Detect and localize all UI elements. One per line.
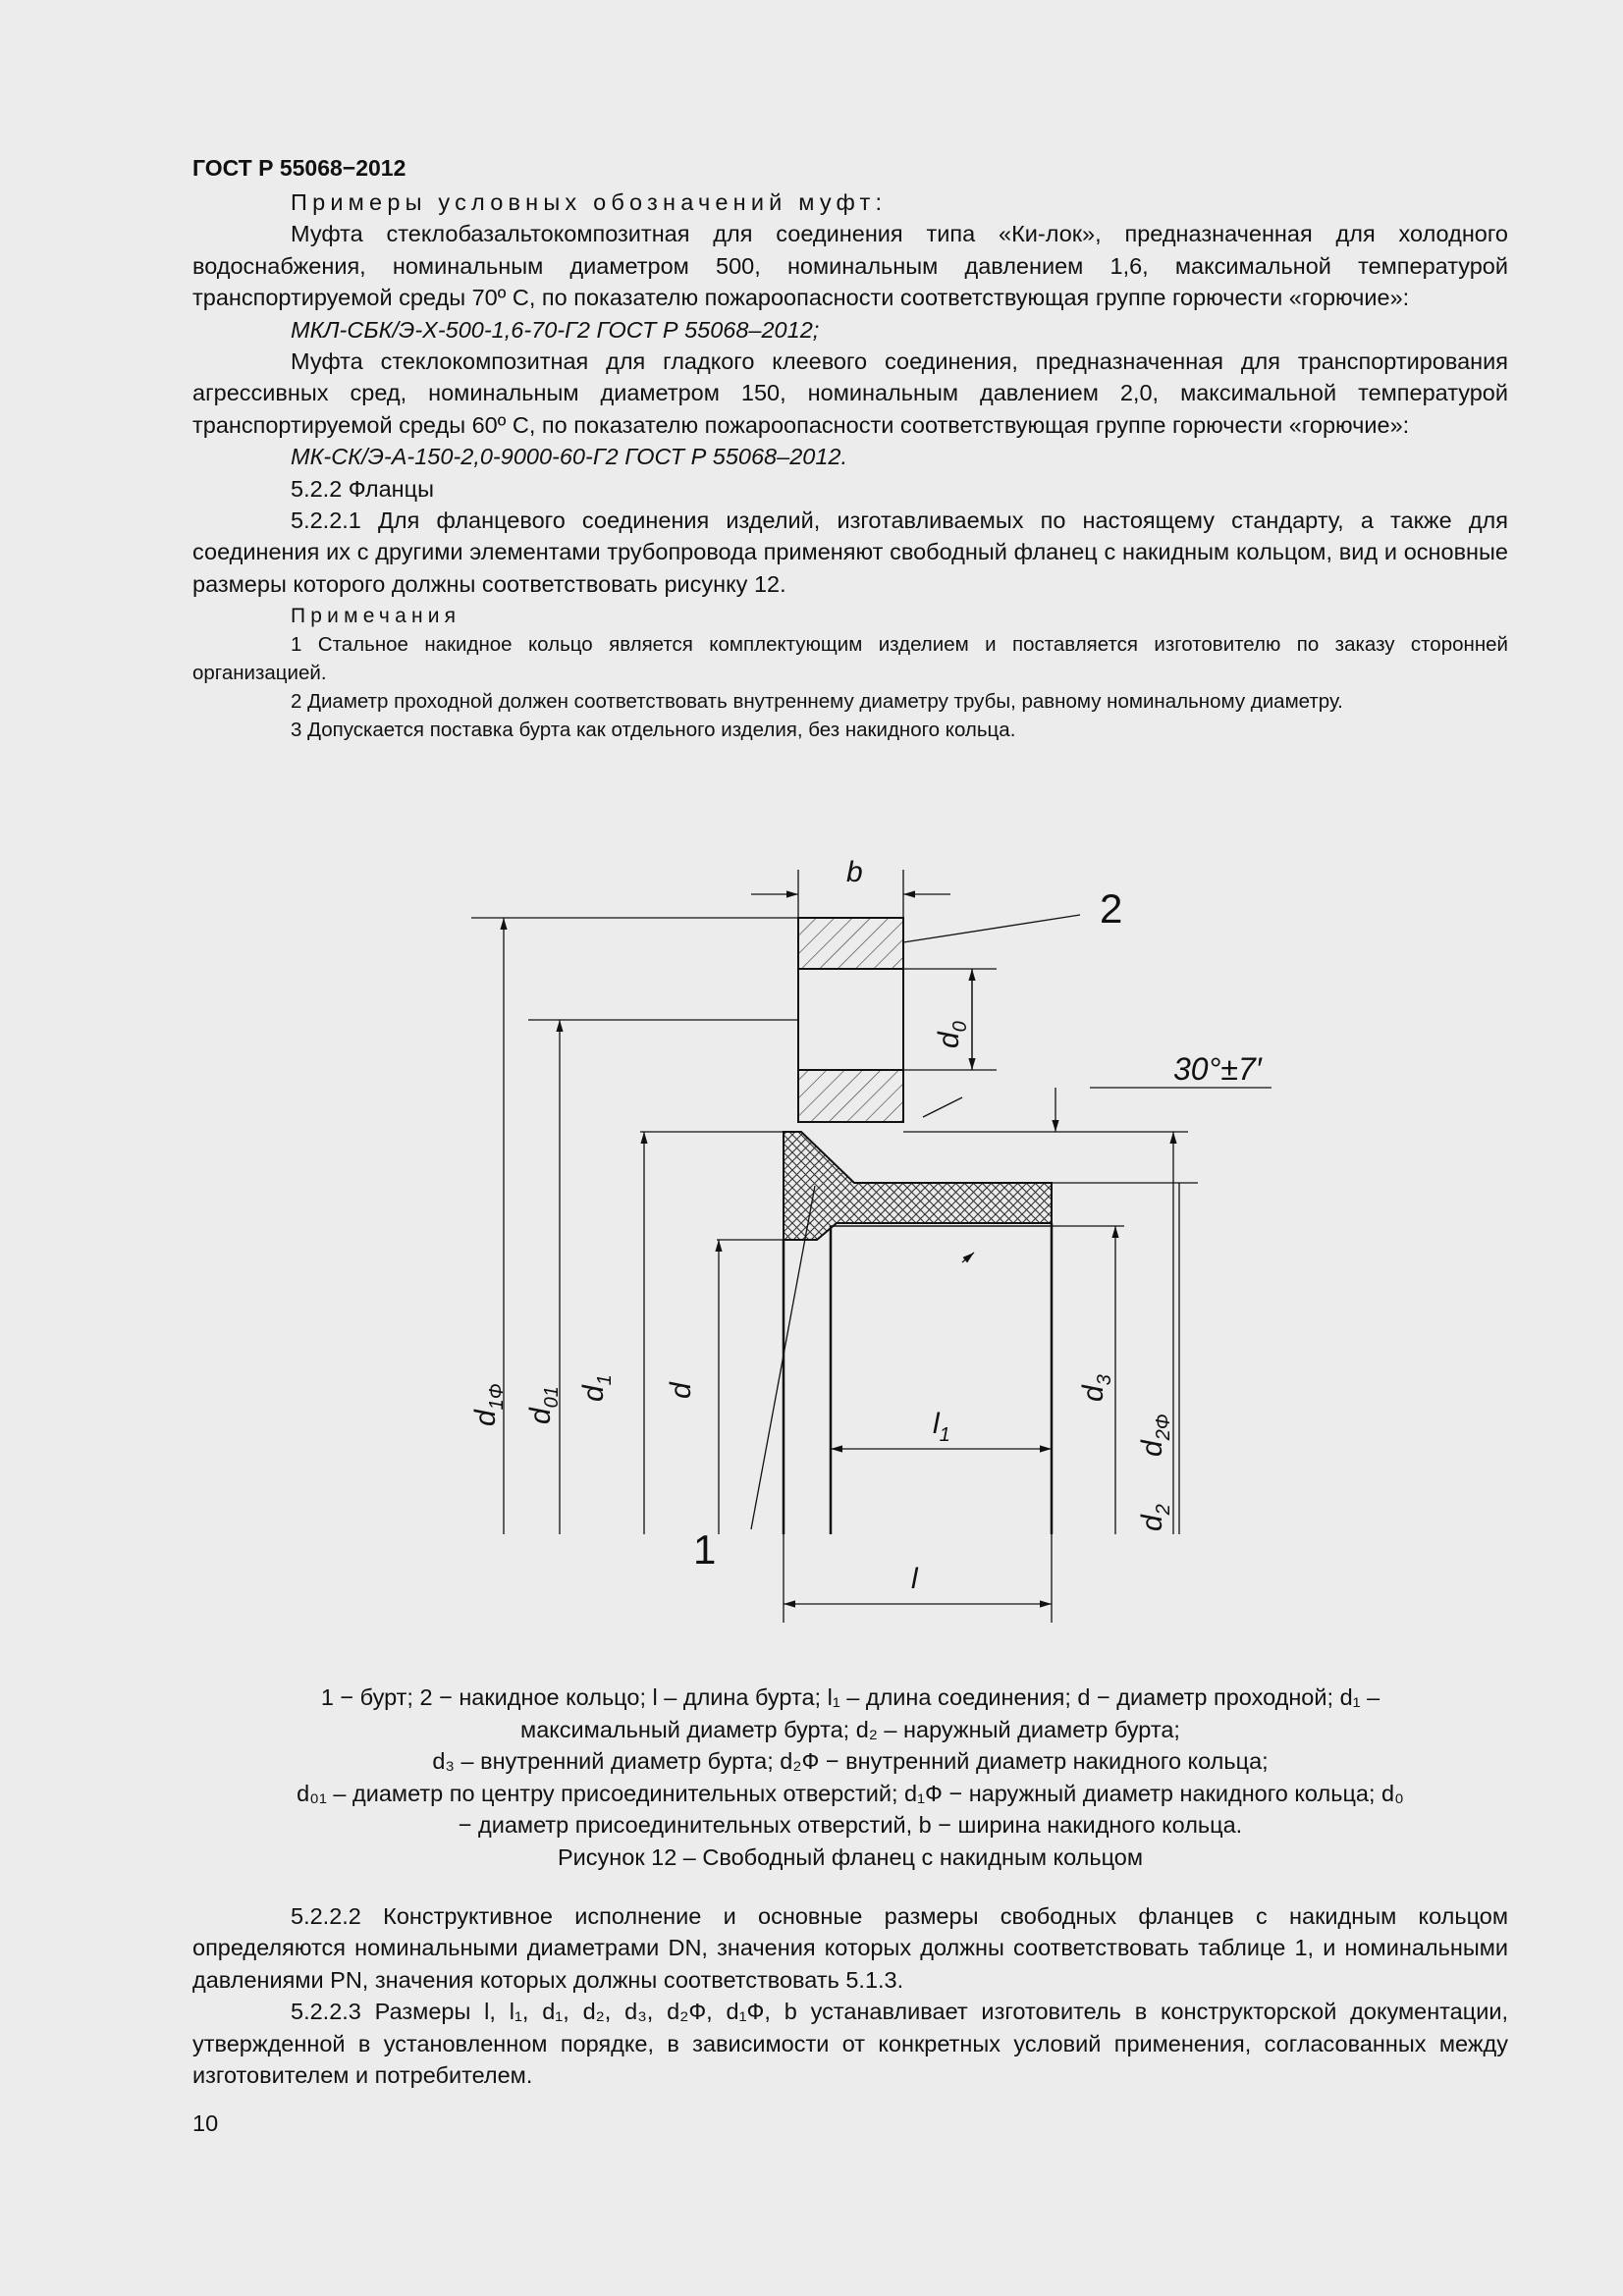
- label-d1: $d_1$: [577, 1374, 616, 1402]
- paragraph-5-2-2-2: 5.2.2.2 Конструктивное исполнение и основные размеры свободных фланцев с накидным кольцом определяются номинальными диаметрами DN, значения которых должны соответствовать таблице 1, и номинальными давлениями PN, значения которых должны соответствовать 5.1.3.: [192, 1903, 1508, 1993]
- note-2: 2 Диаметр проходной должен соответствовать внутреннему диаметру трубы, равному номинальному диаметру.: [291, 690, 1343, 714]
- label-d2f: $d_{2Ф}$: [1136, 1414, 1174, 1457]
- example-1-code: МКЛ-СБК/Э-Х-500-1,6-70-Г2 ГОСТ Р 55068‒2012;: [291, 316, 820, 343]
- paragraph-5-2-2-1: 5.2.2.1 Для фланцевого соединения изделий, изготавливаемых по настоящему стандарту, а также для соединения их с другими элементами трубопровода применяют свободный фланец с накидным кольцом, вид и основные размеры которого должны соответствовать рисунку 12.: [192, 507, 1508, 597]
- notes: [192, 602, 1508, 744]
- label-d1f: $d_{1Ф}$: [469, 1383, 508, 1426]
- label-angle: 30°±7′: [1173, 1051, 1262, 1087]
- label-ring-number: 2: [1100, 885, 1123, 932]
- upper-text: [192, 187, 1508, 744]
- example-2-code: МК-СК/Э-А-150-2,0-9000-60-Г2 ГОСТ Р 55068‒2012.: [291, 444, 847, 470]
- note-3: 3 Допускается поставка бурта как отдельного изделия, без накидного кольца.: [291, 719, 1016, 742]
- notes-title: Примечания: [291, 605, 461, 628]
- collar-section: [784, 1132, 1052, 1240]
- label-d0: $d_0$: [933, 1021, 971, 1048]
- example-2-text: Муфта стеклокомпозитная для гладкого клеевого соединения, предназначенная для транспортирования агрессивных сред, номинальным диаметром 150, номинальным давлением 2,0, максимальной температурой транспортируемой среды 60º С, по показателю пожароопасности соответствующая группе горючести «горючие»:: [192, 348, 1508, 438]
- figure-caption: Рисунок 12 – Свободный фланец с накидным кольцом: [557, 1843, 1144, 1870]
- example-1-text: Муфта стеклобазальтокомпозитная для соединения типа «Ки-лок», предназначенная для холодного водоснабжения, номинальным диаметром 500, номинальным давлением 1,6, максимальной температурой транспортируемой среды 70º С, по показателю пожароопасности соответствующая группе горючести «горючие»:: [192, 221, 1508, 311]
- lower-text: [192, 1900, 1508, 2091]
- note-1: 1 Стальное накидное кольцо является комплектующим изделием и поставляется изготовителю по заказу сторонней организацией.: [192, 633, 1508, 685]
- examples-title: Примеры условных обозначений муфт:: [291, 189, 888, 215]
- label-d2: $d_2$: [1136, 1504, 1174, 1531]
- figure-legend-line-2: максимальный диаметр бурта; d₂ – наружный диаметр бурта;: [520, 1716, 1180, 1742]
- paragraph-5-2-2-3: 5.2.2.3 Размеры l, l₁, d₁, d₂, d₃, d₂Ф, d₁Ф, b устанавливает изготовитель в конструкторской документации, утвержденной в установленном порядке, в зависимости от конкретных условий применения, согласованных между изготовителем и потребителем.: [192, 1999, 1508, 2089]
- page-number: 10: [192, 2110, 219, 2136]
- figure-caption-block: [192, 1682, 1508, 1874]
- label-d01: $d_{01}$: [524, 1386, 563, 1424]
- flange-drawing: [412, 852, 1286, 1637]
- ring-lower-section: [798, 1070, 903, 1122]
- label-l: l: [911, 1563, 918, 1595]
- label-d3: $d_3$: [1077, 1374, 1115, 1402]
- figure-legend-line-3: d₃ – внутренний диаметр бурта; d₂Ф − внутренний диаметр накидного кольца;: [432, 1748, 1269, 1775]
- label-d: d: [665, 1382, 697, 1399]
- label-l1: $l_1$: [933, 1408, 950, 1446]
- figure-legend-line-1: 1 − бурт; 2 − накидное кольцо; l – длина бурта; l₁ – длина соединения; d − диаметр проходной; d₁ –: [320, 1684, 1380, 1710]
- figure-legend-line-4: d₀₁ – диаметр по центру присоединительных отверстий; d₁Ф − наружный диаметр накидного кольца; d₀: [297, 1780, 1404, 1806]
- section-heading: 5.2.2 Фланцы: [291, 475, 434, 502]
- document-header: ГОСТ Р 55068−2012: [192, 155, 406, 181]
- label-b: b: [846, 856, 863, 888]
- figure-legend-line-5: − диаметр присоединительных отверстий, b − ширина накидного кольца.: [458, 1812, 1243, 1839]
- label-collar-number: 1: [693, 1526, 717, 1573]
- ring-upper-section: [798, 918, 903, 969]
